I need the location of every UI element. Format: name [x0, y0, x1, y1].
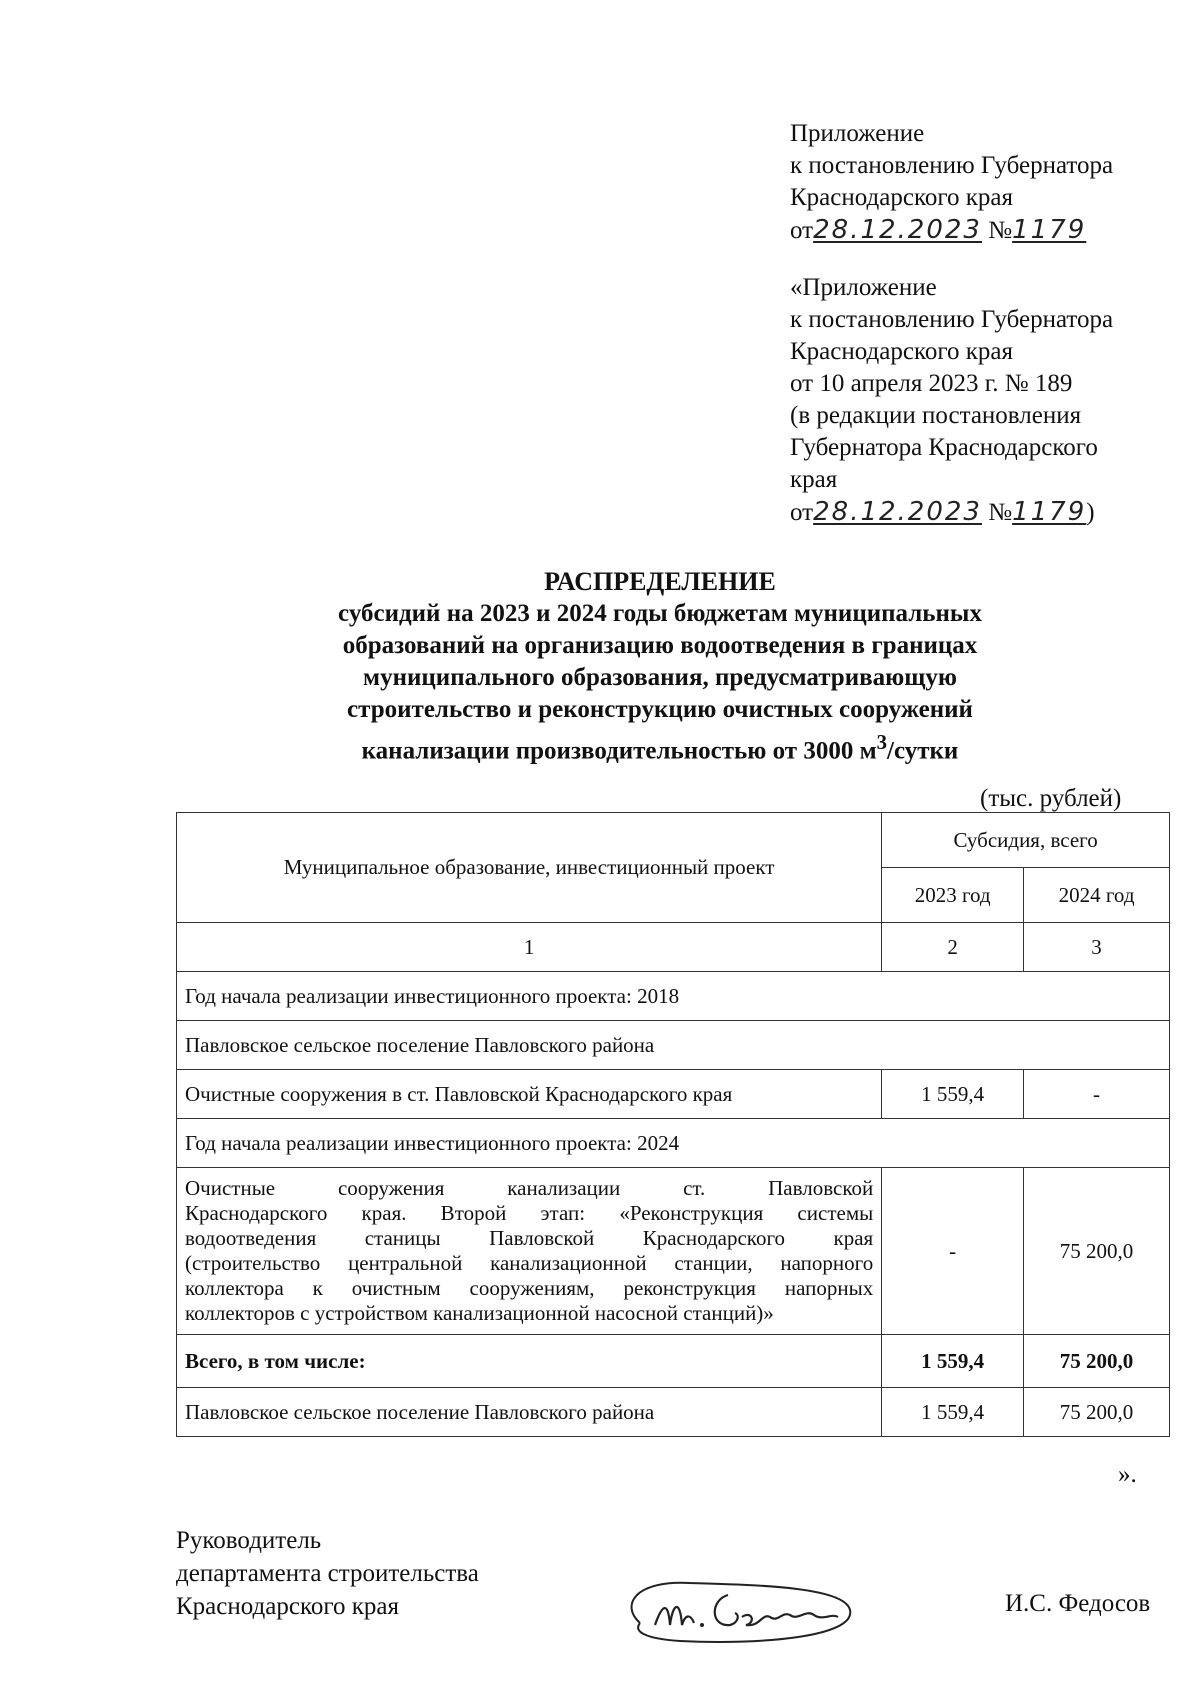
project-line: водоотведения станицы Павловской Краснодарского края [185, 1226, 874, 1250]
handwritten-number: 1179 [1012, 497, 1087, 527]
total-2024: 75 200,0 [1024, 1335, 1170, 1388]
appendix-line: Приложение [790, 120, 925, 147]
total-label: Всего, в том числе: [177, 1335, 882, 1388]
appendix2-line: (в редакции постановления [790, 402, 1082, 429]
value-2024: - [1024, 1070, 1170, 1119]
project-line: коллекторов с устройством канализационной насосной станций)» [185, 1301, 774, 1325]
column-number: 1 [177, 923, 882, 972]
table-row [177, 1168, 1170, 1335]
table-row [177, 1021, 1170, 1070]
handwritten-date: 28.12.2023 [813, 497, 982, 527]
value-2024: 75 200,0 [1024, 1388, 1170, 1437]
title-sub: субсидий на 2023 и 2024 годы бюджетам муниципальных [338, 600, 982, 627]
municipality-name: Павловское сельское поселение Павловского района [177, 1388, 882, 1437]
signer-line: Руководитель [176, 1527, 322, 1554]
close-paren: ) [1086, 499, 1095, 526]
table-row [177, 923, 1170, 972]
municipality-heading: Павловское сельское поселение Павловского района [177, 1021, 1170, 1070]
closing-quote: ». [1118, 1461, 1137, 1488]
appendix2-line: Краснодарского края [790, 338, 1013, 365]
table-total-row [177, 1335, 1170, 1388]
table-row [177, 1388, 1170, 1437]
signer-name: И.С. Федосов [1005, 1590, 1151, 1617]
column-number: 3 [1024, 923, 1170, 972]
total-2023: 1 559,4 [882, 1335, 1024, 1388]
appendix2-line: от 10 апреля 2023 г. № 189 [790, 370, 1073, 397]
appendix2-line: к постановлению Губернатора [790, 306, 1114, 333]
signer-line: департамента строительства [176, 1560, 479, 1587]
date-prefix: от [790, 217, 814, 244]
signer-title [176, 1524, 479, 1623]
value-2024: 75 200,0 [1024, 1168, 1170, 1335]
signer-line: Краснодарского края [176, 1593, 399, 1620]
subsidy-table [176, 812, 1170, 1437]
handwritten-number: 1179 [1012, 215, 1087, 245]
value-2023: 1 559,4 [882, 1070, 1024, 1119]
appendix2-line: «Приложение [790, 274, 937, 301]
units-label: (тыс. рублей) [980, 785, 1122, 812]
table-row [177, 1119, 1170, 1168]
header-2024: 2024 год [1024, 868, 1170, 923]
table-row [177, 972, 1170, 1021]
header-2023: 2023 год [882, 868, 1024, 923]
table-header-row [177, 813, 1170, 868]
appendix2-date-line [790, 496, 1180, 529]
header-subsidy: Субсидия, всего [882, 813, 1170, 868]
document-title [230, 566, 1090, 767]
project-line: Очистные сооружения канализации ст. Павловской [185, 1176, 874, 1200]
appendix-block [790, 118, 1180, 529]
handwritten-signature [610, 1565, 870, 1660]
column-number: 2 [882, 923, 1024, 972]
title-sub-text: канализации производительностью от 3000 м [361, 737, 877, 765]
project-line: (строительство центральной канализационной станции, напорного [185, 1251, 874, 1275]
title-sub-text: /сутки [887, 737, 959, 765]
project-name: Очистные сооружения в ст. Павловской Краснодарского края [177, 1070, 882, 1119]
handwritten-date: 28.12.2023 [813, 215, 982, 245]
value-2023: - [882, 1168, 1024, 1335]
title-sub: строительство и реконструкцию очистных сооружений [347, 696, 973, 723]
title-main: РАСПРЕДЕЛЕНИЕ [544, 567, 776, 596]
appendix2-line: Губернатора Краснодарского [790, 434, 1098, 461]
number-prefix: № [988, 499, 1013, 526]
project-name [177, 1168, 882, 1335]
section-heading: Год начала реализации инвестиционного проекта: 2024 [177, 1119, 1170, 1168]
project-line: коллектора к очистным сооружениям, реконструкция напорных [185, 1276, 874, 1300]
title-sub [230, 726, 1090, 767]
value-2023: 1 559,4 [882, 1388, 1024, 1437]
number-prefix: № [988, 217, 1013, 244]
table-row [177, 1070, 1170, 1119]
appendix-date-line [790, 214, 1180, 247]
appendix-line: к постановлению Губернатора [790, 152, 1114, 179]
appendix2-line: края [790, 466, 838, 493]
appendix-line: Краснодарского края [790, 184, 1013, 211]
header-project: Муниципальное образование, инвестиционный проект [177, 813, 882, 923]
project-line: Краснодарского края. Второй этап: «Реконструкция системы [185, 1201, 874, 1225]
title-superscript: 3 [876, 730, 888, 754]
section-heading: Год начала реализации инвестиционного проекта: 2018 [177, 972, 1170, 1021]
date-prefix: от [790, 499, 814, 526]
title-sub: образований на организацию водоотведения в границах [342, 632, 978, 659]
title-sub: муниципального образования, предусматривающую [363, 664, 957, 691]
